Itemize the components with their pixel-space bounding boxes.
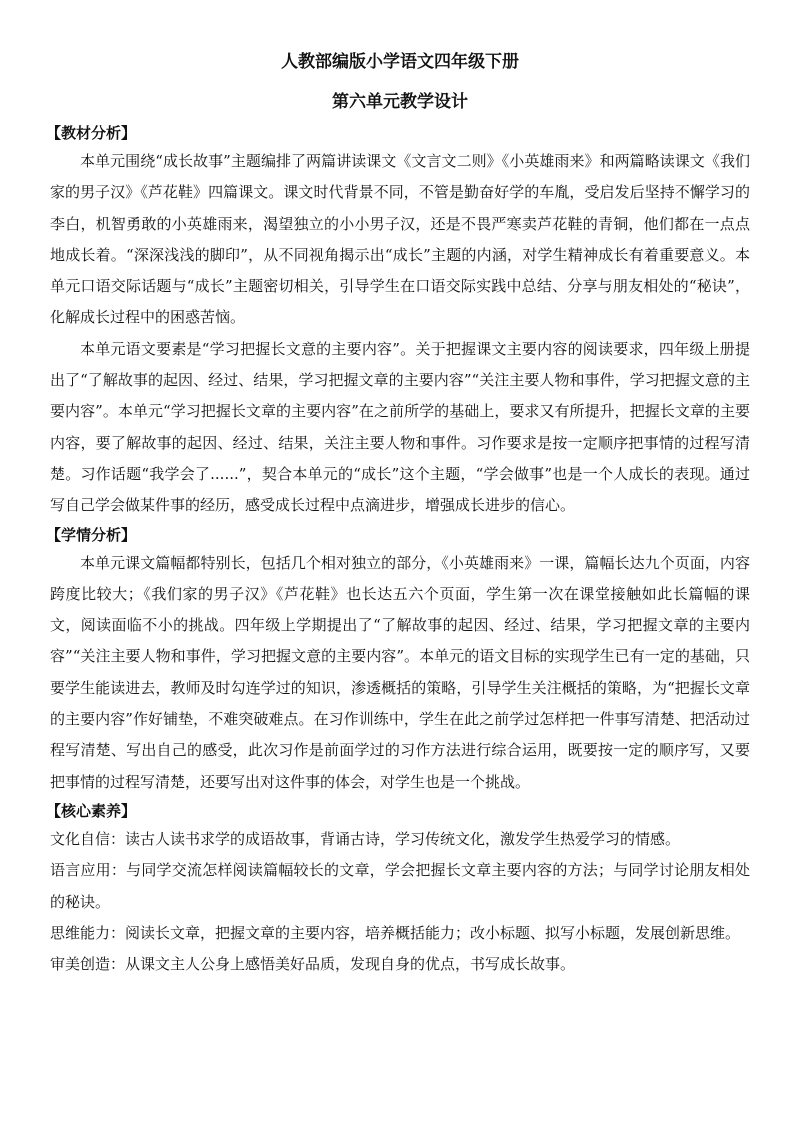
core-literacy-item-thinking: 思维能力：阅读长文章，把握文章的主要内容，培养概括能力；改小标题、拟写小标题，发展创新思维。	[50, 923, 741, 942]
core-literacy-item-aesthetic: 审美创造：从课文主人公身上感悟美好品质，发现自身的优点，书写成长故事。	[50, 955, 576, 974]
paragraph: 本单元语文要素是“学习把握长文意的主要内容”。关于把握课文主要内容的阅读要求，四年级上册提出了“了解故事的起因、经过、结果，学习把握文章的主要内容”“关注主要人物和事件，学习把握文意的主要内容”。本单元“学习把握长文章的主要内容”在之前所学的基础上，要求又有所提升，把握长文章的主要内容，要了解故事的起因、经过、结果，关注主要人物和事件。习作要求是按一定顺序把事情的过程写清楚。习作话题“我学会了......”，契合本单元的“成长”这个主题，“学会做事”也是一个人成长的表现。通过写自己学会做某件事的经历，感受成长过程中点滴进步，增强成长进步的信心。	[50, 339, 750, 515]
core-literacy-item-culture: 文化自信：读古人读书求学的成语故事，背诵古诗，学习传统文化，激发学生热爱学习的情感。	[50, 829, 681, 848]
section-heading-textbook-analysis: 【教材分析】	[46, 124, 137, 142]
document-subtitle: 第六单元教学设计	[332, 92, 468, 112]
paragraph: 本单元围绕“成长故事”主题编排了两篇讲读课文《文言文二则》《小英雄雨来》和两篇略读课文《我们家的男子汉》《芦花鞋》四篇课文。课文时代背景不同，不管是勤奋好学的车胤，受启发后坚持不懈学习的李白，机智勇敢的小英雄雨来，渴望独立的小小男子汉，还是不畏严寒卖芦花鞋的青铜，他们都在一点点地成长着。“深深浅浅的脚印”，从不同视角揭示出“成长”主题的内涵，对学生精神成长有着重要意义。本单元口语交际话题与“成长”主题密切相关，引导学生在口语交际实践中总结、分享与朋友相处的“秘诀”，化解成长过程中的困惑苦恼。	[50, 152, 750, 327]
document-page	[46, 48, 750, 980]
learning-analysis-section	[46, 522, 750, 798]
section-heading-core-literacy: 【核心素养】	[46, 801, 137, 820]
core-literacy-item-language: 语言应用：与同学交流怎样阅读篇幅较长的文章，学会把握长文章主要内容的方法；与同学讨论朋友相处的秘诀。	[50, 861, 750, 911]
section-heading-learning-analysis: 【学情分析】	[46, 525, 137, 544]
core-literacy-section	[46, 798, 750, 980]
paragraph: 本单元课文篇幅都特别长，包括几个相对独立的部分，《小英雄雨来》一课，篇幅长达九个页面，内容跨度比较大；《我们家的男子汉》《芦花鞋》也长达五六个页面，学生第一次在课堂接触如此长篇幅的课文，阅读面临不小的挑战。四年级上学期提出了“了解故事的起因、经过、结果，学习把握文章的主要内容”“关注主要人物和事件，学习把握文意的主要内容”。本单元的语文目标的实现学生已有一定的基础，只要学生能读进去，教师及时勾连学过的知识，渗透概括的策略，引导学生关注概括的策略，为“把握长文章的主要内容”作好铺垫，不难突破难点。在习作训练中，学生在此之前学过怎样把一件事写清楚、把活动过程写清楚、写出自己的感受，此次习作是前面学过的习作方法进行综合运用，既要按一定的顺序写，又要把事情的过程写清楚，还要写出对这件事的体会，对学生也是一个挑战。	[50, 553, 750, 791]
textbook-analysis-section	[46, 120, 750, 522]
document-title: 人教部编版小学语文四年级下册	[281, 52, 519, 72]
